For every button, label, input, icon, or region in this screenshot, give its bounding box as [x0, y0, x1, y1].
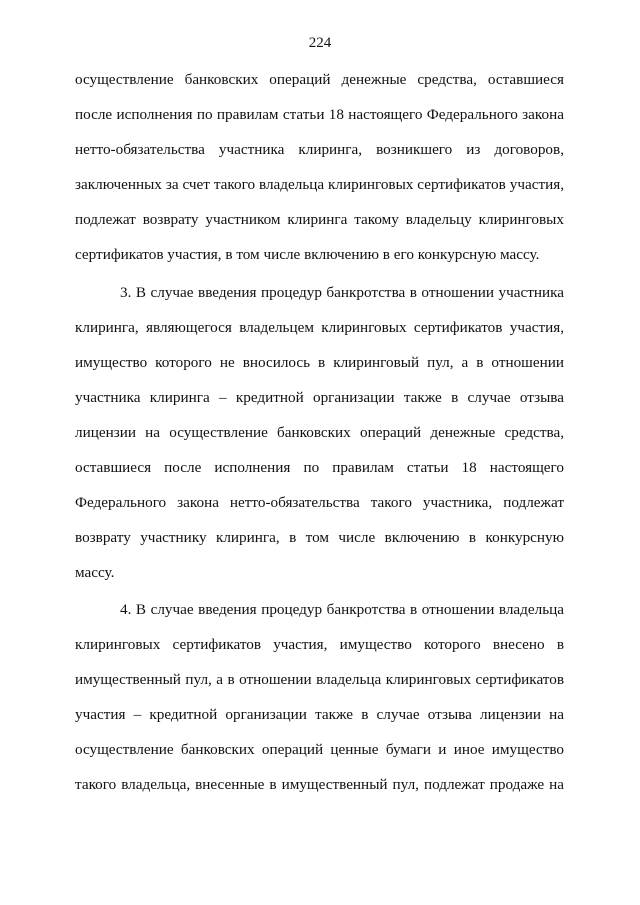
text-line: после исполнения по правилам статьи 18 настоящего Федерального закона — [75, 106, 564, 123]
text-line: осуществление банковских операций денежные средства, оставшиеся — [75, 71, 564, 88]
text-line: клиринга, являющегося владельцем клиринговых сертификатов участия, — [75, 319, 564, 336]
text-line: массу. — [75, 564, 115, 581]
text-line: оставшиеся после исполнения по правилам статьи 18 настоящего — [75, 459, 564, 476]
text-line: участия – кредитной организации также в случае отзыва лицензии на — [75, 706, 564, 723]
text-line: осуществление банковских операций ценные бумаги и иное имущество — [75, 741, 564, 758]
text-line: имущество которого не вносилось в клиринговый пул, а в отношении — [75, 354, 564, 371]
text-line: подлежат возврату участником клиринга такому владельцу клиринговых — [75, 211, 564, 228]
text-line: лицензии на осуществление банковских операций денежные средства, — [75, 424, 564, 441]
text-line: клиринговых сертификатов участия, имущество которого внесено в — [75, 636, 564, 653]
text-line: нетто-обязательства участника клиринга, возникшего из договоров, — [75, 141, 564, 158]
text-line: имущественный пул, а в отношении владельца клиринговых сертификатов — [75, 671, 564, 688]
page-number: 224 — [308, 35, 332, 51]
text-line: такого владельца, внесенные в имущественный пул, подлежат продаже на — [75, 776, 564, 793]
text-line: возврату участнику клиринга, в том числе включению в конкурсную — [75, 529, 564, 546]
text-line: участника клиринга – кредитной организации также в случае отзыва — [75, 389, 564, 406]
text-line: 3. В случае введения процедур банкротства в отношении участника — [120, 284, 564, 301]
text-line: сертификатов участия, в том числе включению в его конкурсную массу. — [75, 246, 540, 263]
text-line: Федерального закона нетто-обязательства такого участника, подлежат — [75, 494, 564, 511]
text-line: заключенных за счет такого владельца клиринговых сертификатов участия, — [75, 176, 564, 193]
text-line: 4. В случае введения процедур банкротства в отношении владельца — [120, 601, 564, 618]
